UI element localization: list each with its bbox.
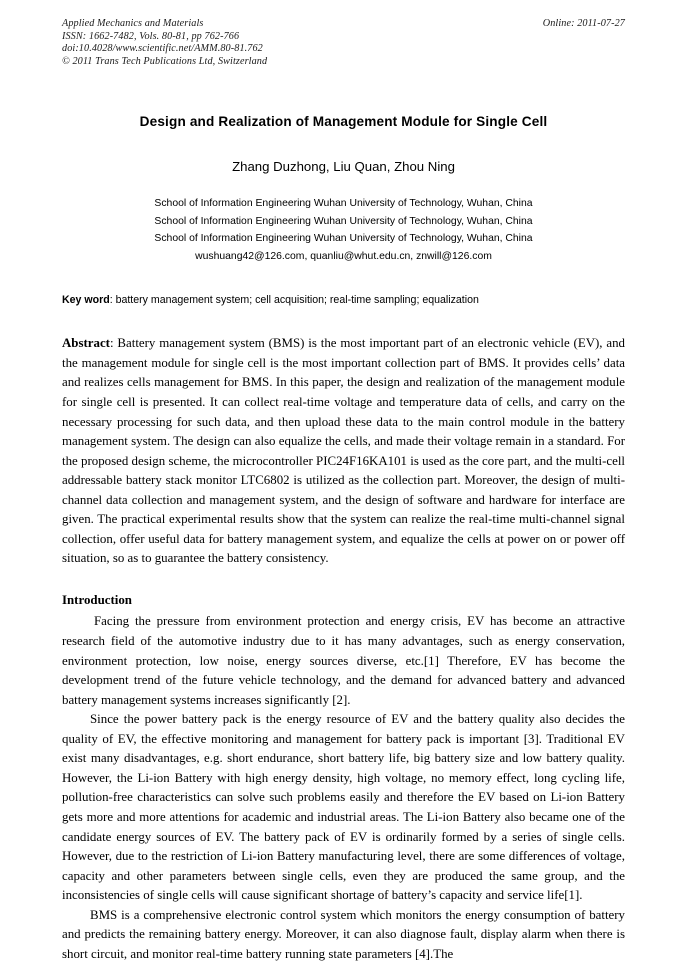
affiliation-line: School of Information Engineering Wuhan University of Technology, Wuhan, China [154, 215, 533, 227]
keyword-value: battery management system; cell acquisition; real-time sampling; equalization [115, 294, 479, 307]
keyword-line [62, 293, 625, 308]
affiliation-line: School of Information Engineering Wuhan University of Technology, Wuhan, China [154, 198, 533, 210]
journal-doi: doi:10.4028/www.scientific.net/AMM.80-81.762 [62, 43, 263, 55]
affiliation-block [62, 195, 625, 265]
introduction-section [62, 591, 625, 964]
abstract-text: Battery management system (BMS) is the most important part of an electronic vehicle (EV), and the management module for single cell is the most important collection part of BMS. It provides cells’ data and realizes cells management for BMS. In this paper, the design and realization of the management module for single cell is presented. It can collect real-time voltage and temperature data of cells, and carry on the necessary processing for such data, and then upload these data to the main control module in the battery management system. The design can also equalize the cells, and made their voltage remain in a standard. For the proposed design scheme, the microcontroller PIC24F16KA101 is used as the core part, and the multi-cell addressable battery stack monitor LTC6802 is utilized as the collection part. Moreover, the design of multi-channel data collection and management system, and the design of software and hardware for interface are given. The practical experimental results show that the system can realize the real-time multi-channel signal collection, offer useful data for battery management system, and equalize the cells at power on or power off situation, so as to guarantee the battery consistency. [62, 336, 626, 566]
journal-copyright: © 2011 Trans Tech Publications Ltd, Switzerland [62, 55, 268, 67]
section-heading-introduction: Introduction [62, 592, 132, 607]
introduction-paragraph: Facing the pressure from environment protection and energy crisis, EV has become an attractive research field of the automotive industry due to it has many advantages, such as energy conservation, environment protection, low noise, energy sources diverse, etc.[1] Therefore, EV has become the development trend of the future vehicle technology, and the demand for advanced battery and advanced battery management systems increases significantly [2]. [62, 614, 625, 707]
affiliation-line: School of Information Engineering Wuhan University of Technology, Wuhan, China [154, 233, 533, 245]
introduction-paragraph: Since the power battery pack is the energy resource of EV and the battery quality also decides the quality of EV, the effective monitoring and management for battery pack is important [3]. Traditional EV exist many disadvantages, e.g. short endurance, short battery life, big battery size and low battery quality. However, the Li-ion Battery with high energy density, high voltage, no memory effect, long cycling life, pollution-free characteristics can solve such problems easily and therefore the EV based on Li-ion Battery gets more and more attentions for academic and industrial areas. The Li-ion Battery also became one of the candidate energy sources of EV. The battery pack of EV is ordinarily formed by a series of single cells. However, due to the restriction of Li-ion Battery manufacturing level, there are some differences of voltage, capacity and other parameters between single cells, even they are produced the same group, and the inconsistencies of single cells will cause significant shortage of battery’s capacity and service life[1]. [62, 712, 625, 903]
journal-issn: ISSN: 1662-7482, Vols. 80-81, pp 762-766 [62, 30, 240, 42]
introduction-paragraph: BMS is a comprehensive electronic control system which monitors the energy consumption of battery and predicts the remaining battery energy. Moreover, it can also diagnose fault, display alarm when there is short circuit, and monitor real-time battery running state parameters [4].The [62, 907, 625, 961]
author-emails: wushuang42@126.com, quanliu@whut.edu.cn, znwill@126.com [195, 250, 492, 262]
journal-header [62, 18, 625, 68]
online-publication-date: Online: 2011-07-27 [542, 18, 625, 29]
journal-name: Applied Mechanics and Materials [62, 18, 204, 29]
abstract-label: Abstract [62, 336, 110, 351]
keyword-separator: : [109, 294, 116, 307]
abstract-block [62, 334, 625, 569]
keyword-label: Key word [62, 294, 110, 307]
abstract-paragraph [62, 334, 625, 569]
author-list: Zhang Duzhong, Liu Quan, Zhou Ning [232, 159, 455, 175]
introduction-body [62, 612, 625, 964]
page-title: Design and Realization of Management Module for Single Cell [139, 114, 548, 130]
abstract-separator: : [109, 336, 118, 351]
